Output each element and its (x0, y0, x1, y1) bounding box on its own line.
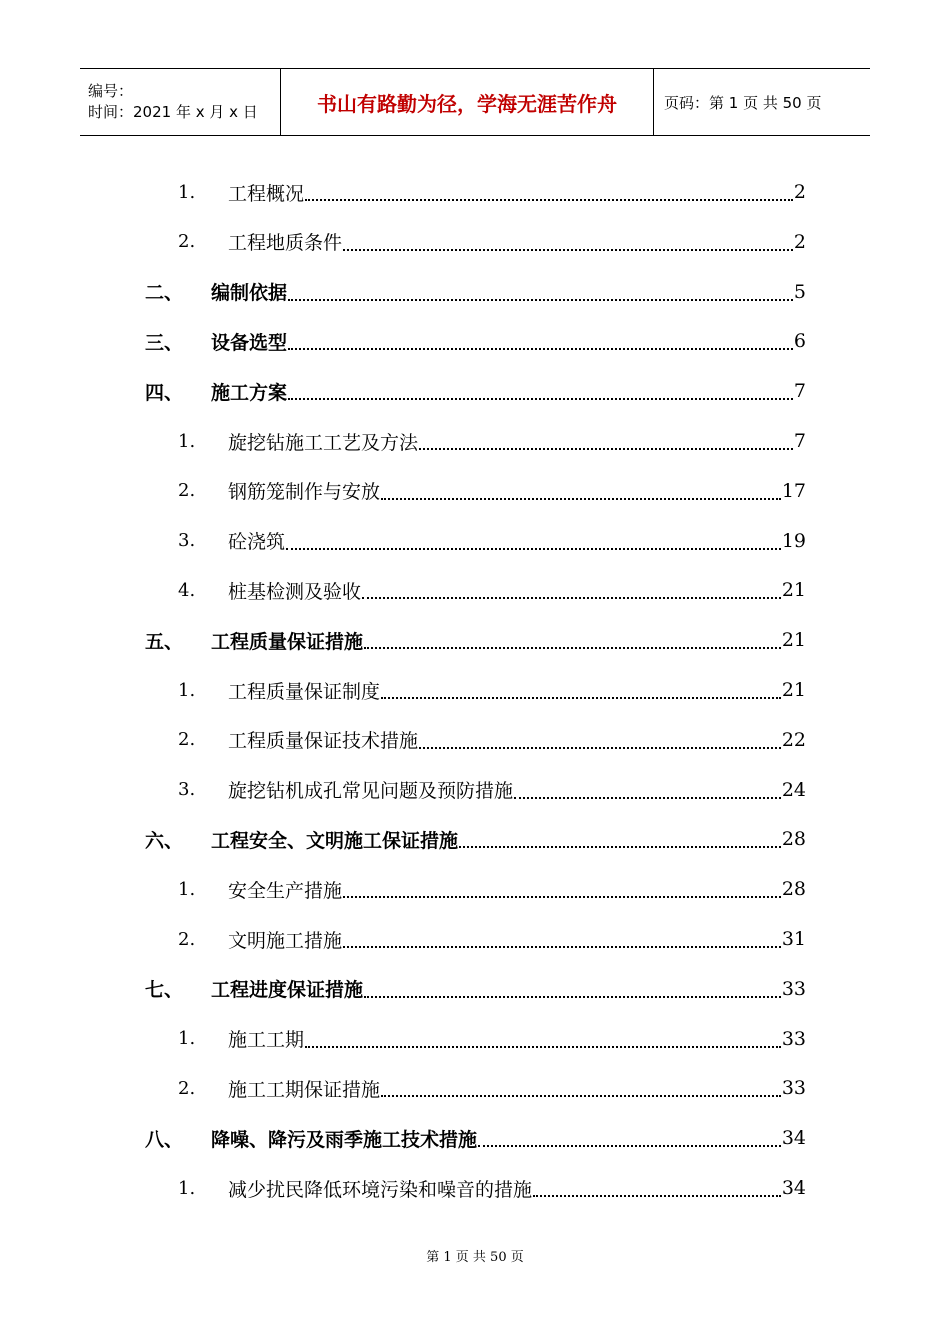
toc-entry-title: 编制依据 (211, 282, 288, 305)
toc-entry-title: 设备选型 (211, 331, 288, 354)
toc-entry[interactable] (145, 964, 806, 1014)
toc-entry[interactable] (178, 167, 806, 217)
toc-entry-title: 施工方案 (211, 381, 288, 404)
toc-entry-page: 34 (781, 1127, 806, 1150)
toc-leader-dots (362, 575, 781, 599)
toc-entry-number: 二、 (145, 282, 184, 305)
toc-entry-title: 文明施工措施 (228, 929, 343, 952)
toc-entry[interactable] (178, 1063, 806, 1113)
toc-entry[interactable] (178, 1014, 806, 1064)
toc-entry-number: 1. (178, 181, 196, 203)
toc-entry-title: 工程质量保证技术措施 (228, 730, 419, 753)
toc-leader-dots (364, 974, 781, 998)
toc-entry-number: 3. (178, 530, 196, 552)
toc-entry-title: 减少扰民降低环境污染和噪音的措施 (228, 1178, 533, 1201)
toc-entry[interactable] (178, 715, 806, 765)
page-footer (0, 1246, 950, 1265)
toc-entry-page: 6 (793, 330, 806, 353)
toc-leader-dots (364, 625, 781, 649)
toc-entry-page: 21 (781, 579, 806, 602)
toc-entry-page: 19 (781, 529, 806, 552)
toc-entry-title: 工程质量保证措施 (211, 630, 364, 653)
toc-entry-page: 2 (793, 181, 806, 203)
toc-entry-number: 2. (178, 480, 196, 502)
toc-leader-dots (478, 1123, 781, 1147)
toc-entry-page: 17 (781, 479, 806, 502)
toc-entry[interactable] (145, 1113, 806, 1163)
toc-entry-page: 28 (781, 828, 806, 851)
toc-entry-number: 1. (178, 430, 196, 452)
toc-entry-number: 2. (178, 729, 196, 751)
toc-entry[interactable] (145, 316, 806, 366)
toc-entry-page: 2 (793, 230, 806, 253)
toc-entry-page: 33 (781, 1077, 806, 1100)
footer-page-number: 第 1 页 共 50 页 (426, 1250, 524, 1265)
header-meta (80, 69, 281, 135)
toc-entry-title: 旋挖钻机成孔常见问题及预防措施 (228, 780, 514, 803)
toc-entry-number: 1. (178, 878, 196, 900)
toc-entry-page: 22 (781, 728, 806, 751)
toc-entry-title: 安全生产措施 (228, 879, 343, 902)
header-motto-cell (281, 69, 654, 135)
toc-entry-title: 砼浇筑 (228, 531, 286, 554)
toc-entry-page: 34 (781, 1177, 806, 1199)
doc-number-label: 编号： (88, 82, 134, 100)
page-header (80, 68, 870, 136)
toc-entry[interactable] (178, 217, 806, 267)
toc-entry[interactable] (178, 914, 806, 964)
toc-entry[interactable] (145, 615, 806, 665)
toc-entry-page: 31 (781, 928, 806, 950)
toc-entry-page: 33 (781, 1027, 806, 1050)
toc-entry-number: 2. (178, 1077, 196, 1099)
toc-entry-title: 工程质量保证制度 (228, 680, 381, 703)
toc-entry-title: 工程地质条件 (228, 232, 343, 255)
toc-entry-number: 五、 (145, 630, 184, 653)
toc-entry[interactable] (145, 267, 806, 317)
toc-leader-dots (381, 1073, 781, 1097)
toc-entry-page: 5 (793, 280, 806, 303)
toc-entry[interactable] (178, 565, 806, 615)
toc-leader-dots (514, 775, 781, 799)
toc-entry-number: 4. (178, 579, 196, 601)
toc-leader-dots (288, 277, 793, 301)
toc-leader-dots (419, 725, 781, 749)
toc-entry-page: 33 (781, 977, 806, 1000)
toc-entry-page: 7 (793, 430, 806, 452)
toc-leader-dots (381, 675, 781, 699)
toc-leader-dots (288, 376, 793, 400)
toc-entry[interactable] (178, 416, 806, 466)
toc-leader-dots (343, 924, 781, 948)
toc-entry-page: 7 (793, 380, 806, 403)
toc-entry[interactable] (178, 765, 806, 815)
toc-entry-number: 六、 (145, 829, 184, 852)
toc-entry-number: 3. (178, 779, 196, 801)
toc-entry[interactable] (178, 665, 806, 715)
toc-entry-number: 三、 (145, 331, 184, 354)
toc-entry-page: 24 (781, 778, 806, 801)
toc-entry[interactable] (178, 1163, 806, 1213)
toc-entry-number: 七、 (145, 979, 184, 1002)
toc-entry-title: 工程概况 (228, 182, 305, 205)
toc-entry-number: 1. (178, 679, 196, 701)
toc-entry-number: 2. (178, 928, 196, 950)
toc-leader-dots (381, 476, 781, 500)
toc-leader-dots (343, 874, 781, 898)
toc-entry-title: 旋挖钻施工工艺及方法 (228, 431, 419, 454)
toc-leader-dots (305, 1024, 781, 1048)
toc-entry[interactable] (178, 864, 806, 914)
toc-entry-page: 28 (781, 878, 806, 901)
toc-entry-title: 降噪、降污及雨季施工技术措施 (211, 1128, 478, 1151)
toc-entry-number: 八、 (145, 1128, 184, 1151)
header-page-info (654, 69, 870, 135)
toc-entry-page: 21 (781, 679, 806, 701)
toc-leader-dots (419, 426, 793, 450)
toc-entry-title: 工程安全、文明施工保证措施 (211, 829, 459, 852)
toc-entry-title: 施工工期保证措施 (228, 1078, 381, 1101)
doc-date-label: 时间：2021 年 x 月 x 日 (88, 103, 258, 121)
toc-entry-number: 1. (178, 1028, 196, 1050)
toc-leader-dots (533, 1173, 781, 1197)
toc-leader-dots (286, 526, 781, 550)
toc-leader-dots (288, 326, 793, 350)
toc-leader-dots (459, 824, 781, 848)
toc-leader-dots (343, 227, 793, 251)
toc-entry[interactable] (178, 516, 806, 566)
toc-entry-title: 工程进度保证措施 (211, 979, 364, 1002)
toc-entry-title: 钢筋笼制作与安放 (228, 481, 381, 504)
page-info-text: 页码：第 1 页 共 50 页 (664, 93, 822, 112)
toc-entry-title: 桩基检测及验收 (228, 580, 362, 603)
header-motto: 书山有路勤为径，学海无涯苦作舟 (317, 91, 617, 116)
toc-entry-number: 四、 (145, 381, 184, 404)
toc-entry[interactable] (145, 814, 806, 864)
toc-entry-page: 21 (781, 629, 806, 652)
toc-entry[interactable] (145, 366, 806, 416)
toc-entry-number: 1. (178, 1177, 196, 1199)
toc-leader-dots (305, 177, 793, 201)
toc-entry[interactable] (178, 466, 806, 516)
toc-entry-title: 施工工期 (228, 1029, 305, 1052)
toc-entry-number: 2. (178, 231, 196, 253)
